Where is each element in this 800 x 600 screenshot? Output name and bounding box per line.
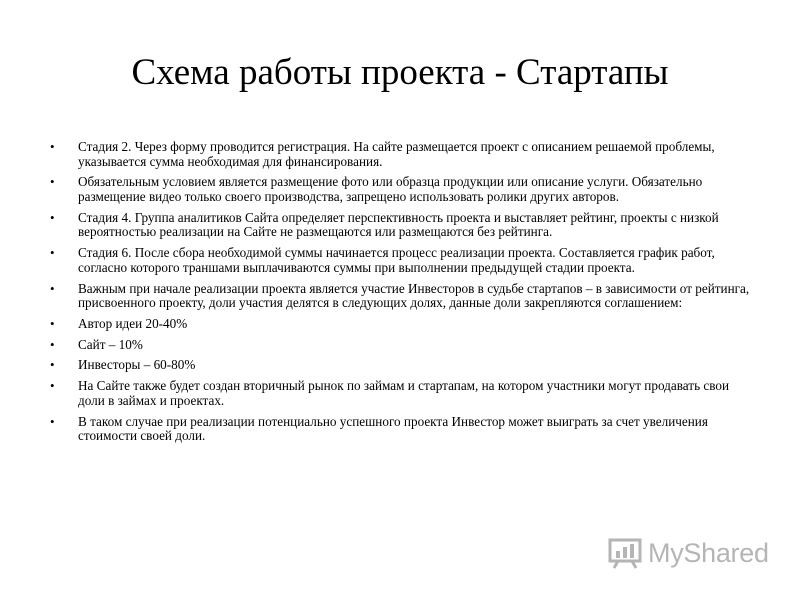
bullet-icon: • bbox=[50, 174, 55, 190]
bullet-list bbox=[50, 140, 750, 450]
list-item bbox=[50, 415, 750, 444]
bullet-icon: • bbox=[50, 378, 55, 394]
bullet-icon: • bbox=[50, 336, 55, 352]
bullet-icon: • bbox=[50, 357, 55, 373]
presentation-board-icon bbox=[608, 536, 642, 570]
list-item bbox=[50, 282, 750, 311]
bullet-icon: • bbox=[50, 245, 55, 261]
bullet-icon: • bbox=[50, 209, 55, 225]
slide-title: Схема работы проекта - Стартапы bbox=[131, 52, 669, 93]
bullet-text: На Сайте также будет создан вторичный рынок по займам и стартапам, на котором участники могут продавать свои доли в займах и проектах. bbox=[78, 378, 730, 408]
list-item bbox=[50, 358, 750, 373]
bullet-text: Инвесторы – 60-80% bbox=[78, 357, 196, 373]
bullet-icon: • bbox=[50, 413, 55, 429]
bullet-icon: • bbox=[50, 315, 55, 331]
watermark-logo[interactable] bbox=[608, 535, 769, 571]
watermark-text: MyShared bbox=[648, 537, 769, 568]
list-item bbox=[50, 246, 750, 275]
list-item bbox=[50, 317, 750, 332]
bullet-text: Сайт – 10% bbox=[78, 336, 143, 352]
bullet-text: Автор идеи 20-40% bbox=[78, 315, 188, 331]
list-item bbox=[50, 175, 750, 204]
bullet-text: Стадия 4. Группа аналитиков Сайта определяет перспективность проекта и выставляет рейтинг, проекты с низкой вероятностью реализации на Сайте не размещаются или размещаются без рейтинга. bbox=[78, 209, 719, 240]
bullet-text: Стадия 6. После сбора необходимой суммы начинается процесс реализации проекта. Составляется график работ, согласно которого траншами выплачиваются суммы при выполнении предыдущей стадии проекта. bbox=[78, 245, 715, 275]
bullet-text: Обязательным условием является размещение фото или образца продукции или описание услуги. Обязательно размещение видео только своего производства, запрещено использовать ролики других авторов. bbox=[78, 174, 703, 204]
list-item bbox=[50, 211, 750, 240]
list-item bbox=[50, 379, 750, 408]
bullet-text: Стадия 2. Через форму проводится регистрация. На сайте размещается проект с описанием решаемой проблемы, указывается сумма необходимая для финансирования. bbox=[78, 139, 715, 169]
bullet-text: В таком случае при реализации потенциально успешного проекта Инвестор может выиграть за счет увеличения стоимости своей доли. bbox=[78, 413, 708, 444]
bullet-text: Важным при начале реализации проекта является участие Инвесторов в судьбе стартапов – в зависимости от рейтинга, присвоенного проекту, доли участия делятся в следующих долях, данные доли закрепляются соглашением: bbox=[78, 280, 750, 311]
bullet-icon: • bbox=[50, 280, 55, 296]
list-item bbox=[50, 140, 750, 169]
bullet-icon: • bbox=[50, 139, 55, 154]
list-item bbox=[50, 338, 750, 353]
